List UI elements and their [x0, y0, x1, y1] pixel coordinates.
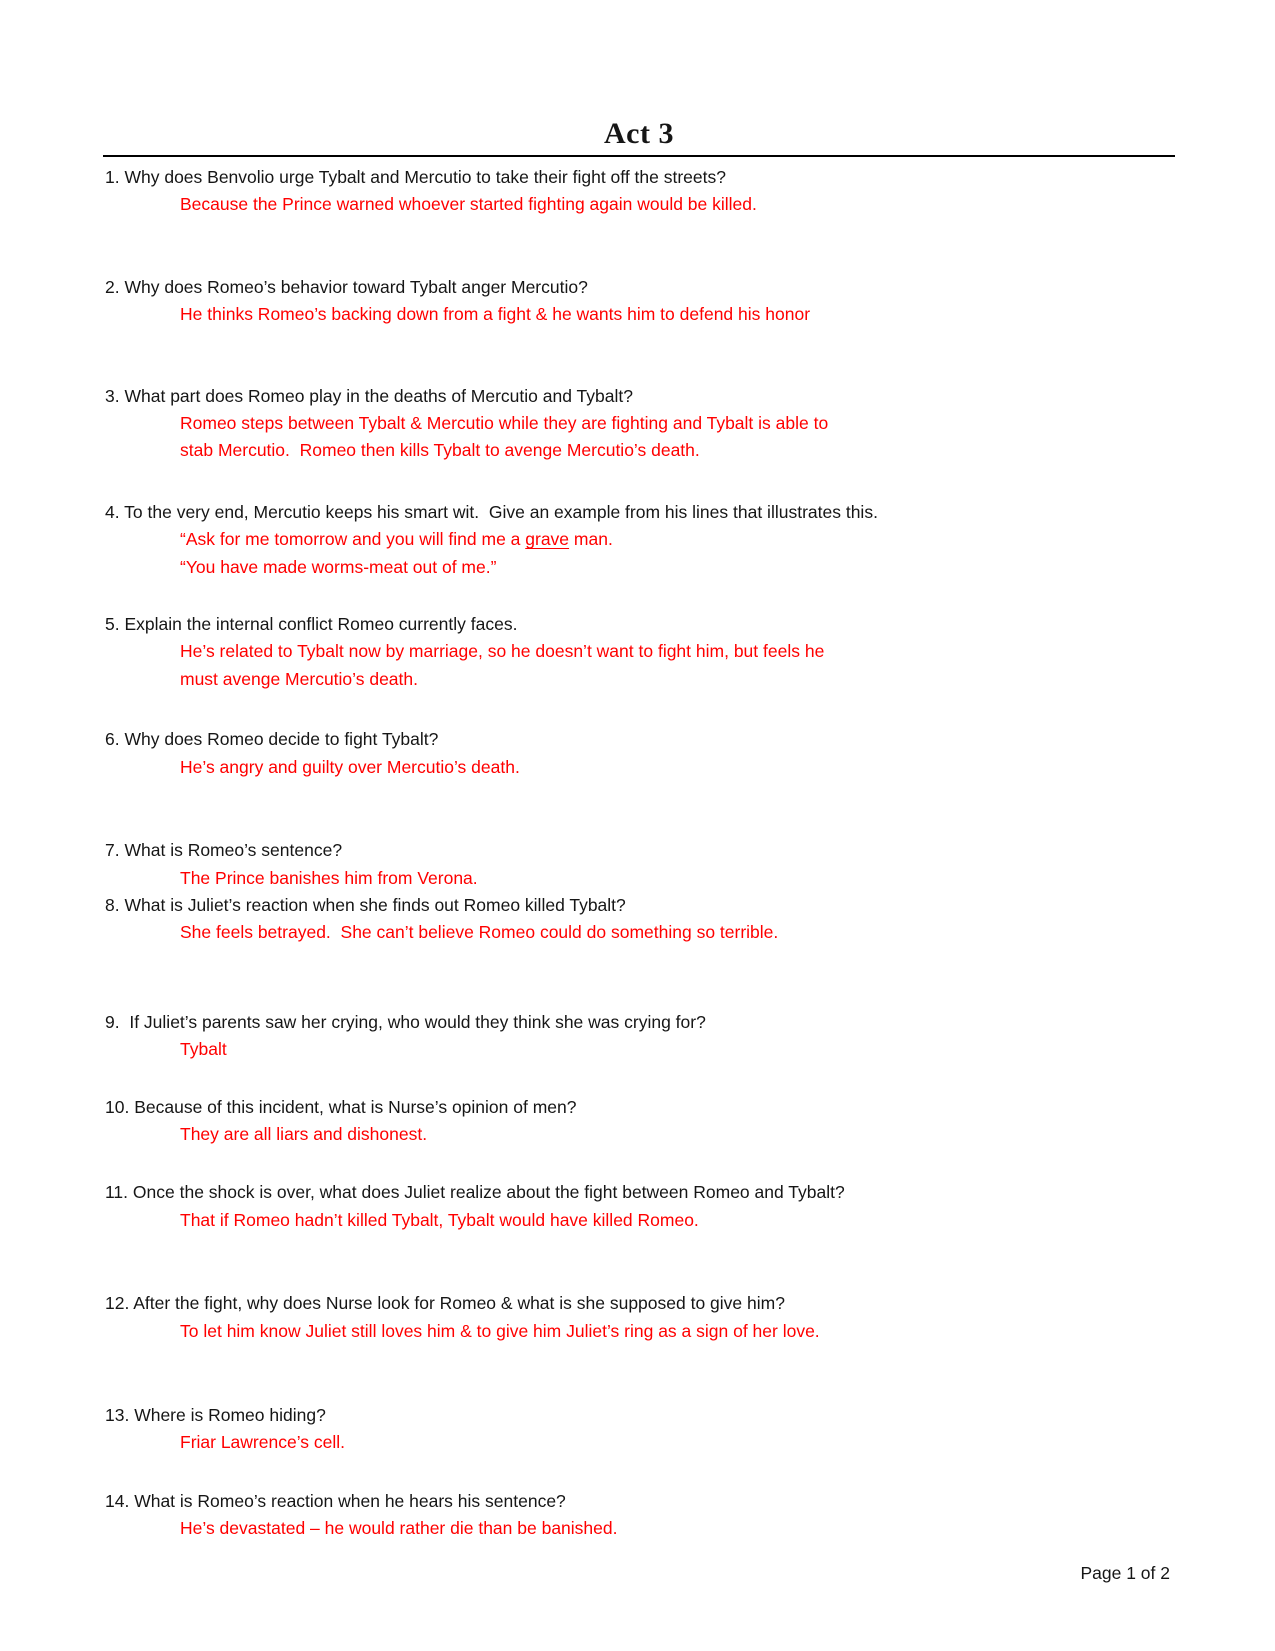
- question-number: 11.: [105, 1182, 129, 1203]
- page-title: Act 3: [604, 117, 674, 150]
- page-number: Page 1 of 2: [1080, 1562, 1170, 1583]
- question-text: What is Romeo’s reaction when he hears his sentence?: [134, 1490, 566, 1511]
- question-number: 4.: [105, 501, 120, 522]
- question-line: [105, 892, 1175, 919]
- question-text: What is Romeo’s sentence?: [124, 840, 343, 861]
- answer-line: “You have made worms-meat out of me.”: [180, 556, 497, 577]
- question-number: 2.: [105, 276, 120, 297]
- answer-line: He thinks Romeo’s backing down from a fight & he wants him to defend his honor: [180, 304, 811, 325]
- question-line: [105, 726, 1175, 753]
- answer-line: They are all liars and dishonest.: [180, 1123, 428, 1144]
- question-text: After the fight, why does Nurse look for Romeo & what is she supposed to give him?: [133, 1293, 785, 1314]
- question-line: [105, 499, 1175, 526]
- question-block-12: [103, 1290, 1175, 1345]
- answer-line: That if Romeo hadn’t killed Tybalt, Tybalt would have killed Romeo.: [180, 1209, 699, 1230]
- answer-line: Because the Prince warned whoever started fighting again would be killed.: [180, 194, 757, 215]
- question-block-5: [103, 611, 1175, 693]
- question-text: Because of this incident, what is Nurse’s opinion of men?: [134, 1096, 577, 1117]
- question-block-3: [103, 383, 1175, 465]
- question-number: 12.: [105, 1293, 130, 1314]
- answer-underlined-word: grave: [525, 529, 570, 550]
- page-footer: [103, 1560, 1175, 1587]
- answer-line: He’s devastated – he would rather die than be banished.: [180, 1518, 618, 1539]
- answer-line: Romeo steps between Tybalt & Mercutio while they are fighting and Tybalt is able to: [180, 413, 829, 434]
- answer-segment: man.: [569, 529, 613, 550]
- question-block-1: [103, 164, 1175, 219]
- question-text: To the very end, Mercutio keeps his smart wit. Give an example from his lines that illustrates this.: [124, 501, 878, 522]
- question-number: 5.: [105, 614, 120, 635]
- question-block-6: [103, 726, 1175, 781]
- question-line: [105, 1009, 1175, 1036]
- answer-line: He’s angry and guilty over Mercutio’s death.: [180, 756, 520, 777]
- question-block-4: [103, 499, 1175, 581]
- answer-line: stab Mercutio. Romeo then kills Tybalt to avenge Mercutio’s death.: [180, 440, 700, 461]
- question-block-8: [103, 892, 1175, 947]
- question-block-2: [103, 274, 1175, 329]
- question-text: What part does Romeo play in the deaths of Mercutio and Tybalt?: [124, 385, 633, 406]
- question-number: 10.: [105, 1096, 130, 1117]
- question-line: [105, 837, 1175, 864]
- question-line: [105, 1488, 1175, 1515]
- question-block-14: [103, 1488, 1175, 1543]
- question-number: 1.: [105, 167, 120, 187]
- question-block-7: [103, 837, 1175, 892]
- answer-line: She feels betrayed. She can’t believe Romeo could do something so terrible.: [180, 922, 779, 943]
- question-text: Why does Benvolio urge Tybalt and Mercutio to take their fight off the streets?: [124, 167, 726, 187]
- answer-line: The Prince banishes him from Verona.: [180, 867, 478, 888]
- title-rule: [103, 155, 1175, 157]
- question-number: 6.: [105, 729, 120, 750]
- question-number: 14.: [105, 1490, 130, 1511]
- question-number: 8.: [105, 894, 120, 915]
- question-line: [105, 1402, 1175, 1429]
- question-block-10: [103, 1094, 1175, 1149]
- answer-segment: “Ask for me tomorrow and you will find me a: [180, 529, 526, 550]
- question-line: [105, 164, 1175, 191]
- answer-line: Friar Lawrence’s cell.: [180, 1432, 346, 1453]
- question-text: Why does Romeo decide to fight Tybalt?: [124, 729, 439, 750]
- question-line: [105, 611, 1175, 638]
- question-number: 3.: [105, 385, 120, 406]
- question-line: [105, 274, 1175, 301]
- answer-line: [180, 526, 1175, 553]
- answer-line: He’s related to Tybalt now by marriage, so he doesn’t want to fight him, but feels he: [180, 641, 825, 662]
- question-number: 7.: [105, 840, 120, 861]
- question-text: Once the shock is over, what does Juliet realize about the fight between Romeo and Tybalt?: [132, 1182, 845, 1203]
- question-block-11: [103, 1179, 1175, 1234]
- question-line: [105, 1179, 1175, 1206]
- answer-line: Tybalt: [180, 1039, 227, 1060]
- question-block-9: [103, 1009, 1175, 1064]
- question-text: Explain the internal conflict Romeo currently faces.: [124, 614, 518, 635]
- question-text: Where is Romeo hiding?: [134, 1404, 326, 1425]
- question-number: 13.: [105, 1404, 130, 1425]
- answer-line: must avenge Mercutio’s death.: [180, 668, 419, 689]
- answer-line: To let him know Juliet still loves him & to give him Juliet’s ring as a sign of her love.: [180, 1320, 820, 1341]
- question-line: [105, 1290, 1175, 1317]
- question-text: If Juliet’s parents saw her crying, who would they think she was crying for?: [124, 1011, 706, 1032]
- question-text: What is Juliet’s reaction when she finds out Romeo killed Tybalt?: [124, 894, 626, 915]
- question-text: Why does Romeo’s behavior toward Tybalt anger Mercutio?: [124, 276, 588, 297]
- question-line: [105, 1094, 1175, 1121]
- question-block-13: [103, 1402, 1175, 1457]
- question-line: [105, 383, 1175, 410]
- question-number: 9.: [105, 1011, 120, 1032]
